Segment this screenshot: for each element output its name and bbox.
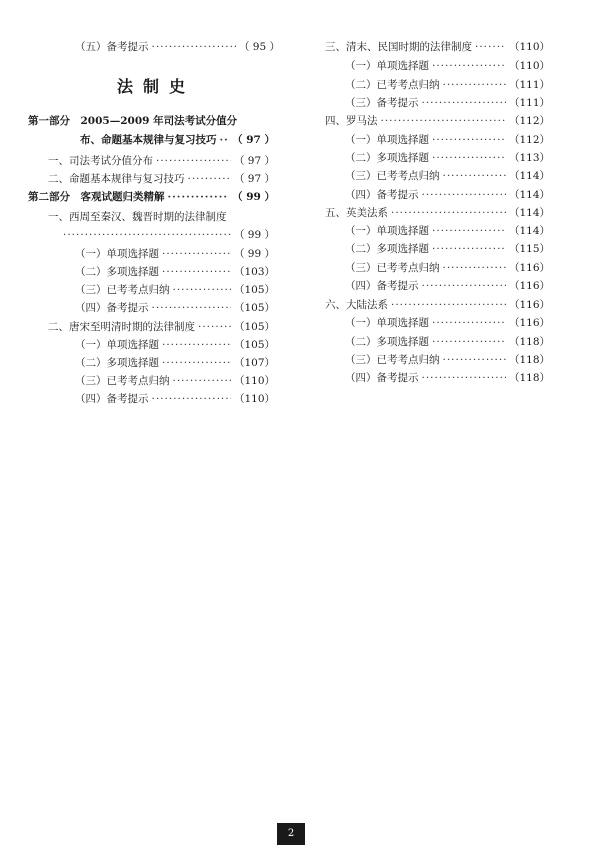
toc-entry-label: （四）备考提示: [345, 372, 419, 384]
dot-leader: [432, 132, 506, 148]
toc-entry-label: （五）备考提示: [75, 41, 149, 53]
toc-entry-label: 一、司法考试分值分布: [48, 155, 153, 167]
page-title: 法制史: [117, 77, 196, 96]
toc-entry-label: （一）单项选择题: [345, 225, 429, 237]
toc-entry-page: （105）: [233, 302, 275, 314]
toc-entry: [75, 373, 275, 389]
toc-entry: [345, 223, 550, 239]
toc-entry-label: （一）单项选择题: [345, 60, 429, 72]
toc-entry-page: （116）: [508, 317, 550, 329]
dot-leader: [432, 241, 506, 257]
toc-entry: [48, 153, 275, 169]
dot-leader: [432, 334, 506, 350]
dot-leader: [422, 95, 506, 111]
toc-entry-page: （ 95 ）: [238, 41, 280, 53]
dot-leader: [63, 227, 231, 243]
toc-entry: [345, 132, 550, 148]
dot-leader: [156, 153, 231, 169]
toc-entry-page: （116）: [508, 299, 550, 311]
page-number: 2: [277, 823, 305, 845]
toc-entry-page: （112）: [508, 134, 550, 146]
toc-entry-label: （一）单项选择题: [345, 134, 429, 146]
toc-entry-page: （110）: [233, 393, 275, 405]
toc-entry-page: （ 99 ）: [233, 248, 275, 260]
dot-leader: [432, 58, 506, 74]
toc-entry-page: （111）: [508, 97, 550, 109]
toc-entry-label: （一）单项选择题: [345, 317, 429, 329]
dot-leader: [422, 278, 506, 294]
toc-entry-label: 第一部分 2005—2009 年司法考试分值分: [28, 115, 238, 127]
dot-leader: [162, 337, 231, 353]
toc-entry: [75, 300, 275, 316]
toc-entry-page: （113）: [508, 152, 550, 164]
toc-entry-label: （四）备考提示: [75, 302, 149, 314]
toc-entry-page: （105）: [233, 339, 275, 351]
toc-entry: [28, 113, 273, 129]
toc-entry-label: （二）已考考点归纳: [345, 79, 440, 91]
toc-entry-label: （一）单项选择题: [75, 248, 159, 260]
toc-entry-page: （110）: [233, 375, 275, 387]
toc-entry: [345, 187, 550, 203]
toc-entry: [80, 132, 275, 148]
toc-entry-page: （ 99 ）: [232, 191, 275, 203]
toc-entry-label: 五、英美法系: [325, 207, 388, 219]
toc-entry-label: （四）备考提示: [345, 189, 419, 201]
toc-entry-label: 第二部分 客观试题归类精解: [28, 191, 165, 203]
toc-entry-label: （四）备考提示: [345, 280, 419, 292]
toc-entry: [345, 77, 550, 93]
toc-entry: [345, 315, 550, 331]
dot-leader: [220, 132, 230, 148]
toc-entry-page: （110）: [508, 60, 550, 72]
dot-leader: [391, 205, 506, 221]
toc-entry-page: （116）: [508, 262, 550, 274]
dot-leader: [443, 77, 506, 93]
toc-entry: [75, 391, 275, 407]
toc-entry-label: （三）已考考点归纳: [345, 262, 440, 274]
toc-entry: [75, 264, 275, 280]
toc-entry-page: （114）: [508, 225, 550, 237]
toc-entry-page: （105）: [233, 284, 275, 296]
dot-leader: [168, 189, 230, 205]
dot-leader: [432, 150, 506, 166]
toc-entry-label: 三、清末、民国时期的法律制度: [325, 41, 472, 53]
dot-leader: [422, 370, 506, 386]
toc-entry-label: （三）已考考点归纳: [345, 170, 440, 182]
toc-entry: [325, 297, 550, 313]
toc-entry: [325, 113, 550, 129]
toc-entry: [345, 95, 550, 111]
toc-entry-label: 布、命题基本规律与复习技巧: [80, 134, 217, 146]
toc-entry: [345, 370, 550, 386]
toc-entry-label: （三）已考考点归纳: [75, 375, 170, 387]
toc-entry-page: （118）: [508, 354, 550, 366]
toc-entry-label: （二）多项选择题: [75, 266, 159, 278]
toc-entry-label: 一、西周至秦汉、魏晋时期的法律制度: [48, 211, 227, 223]
toc-entry-page: （111）: [508, 79, 550, 91]
toc-entry: [325, 205, 550, 221]
dot-leader: [198, 319, 231, 335]
dot-leader: [173, 282, 231, 298]
toc-entry-page: （114）: [508, 207, 550, 219]
toc-entry: [345, 278, 550, 294]
toc-entry: [75, 39, 280, 55]
toc-entry-label: 二、命题基本规律与复习技巧: [48, 173, 185, 185]
toc-entry: [345, 334, 550, 350]
toc-entry: [345, 150, 550, 166]
dot-leader: [162, 246, 231, 262]
dot-leader: [422, 187, 506, 203]
dot-leader: [443, 352, 506, 368]
dot-leader: [381, 113, 506, 129]
toc-entry: [75, 282, 275, 298]
toc-entry: [28, 189, 275, 205]
toc-entry-label: （一）单项选择题: [75, 339, 159, 351]
toc-entry-page: （ 99 ）: [233, 229, 275, 241]
toc-entry-page: （ 97 ）: [233, 155, 275, 167]
toc-entry: [48, 209, 275, 225]
toc-entry-label: （三）已考考点归纳: [345, 354, 440, 366]
toc-entry-page: （114）: [508, 170, 550, 182]
toc-entry-label: （二）多项选择题: [345, 336, 429, 348]
dot-leader: [391, 297, 506, 313]
toc-entry: [48, 171, 275, 187]
dot-leader: [475, 39, 506, 55]
toc-entry-page: （115）: [508, 243, 550, 255]
toc-entry: [48, 319, 275, 335]
toc-entry: [60, 227, 275, 243]
toc-entry-label: （二）多项选择题: [345, 152, 429, 164]
toc-entry-page: （118）: [508, 372, 550, 384]
toc-entry-page: （ 97 ）: [232, 134, 275, 146]
dot-leader: [173, 373, 231, 389]
dot-leader: [152, 300, 231, 316]
toc-entry-page: （114）: [508, 189, 550, 201]
dot-leader: [443, 260, 506, 276]
dot-leader: [443, 168, 506, 184]
toc-entry-label: 二、唐宋至明清时期的法律制度: [48, 321, 195, 333]
toc-entry: [345, 58, 550, 74]
toc-entry-label: （四）备考提示: [75, 393, 149, 405]
toc-entry-label: （二）多项选择题: [345, 243, 429, 255]
dot-leader: [188, 171, 231, 187]
toc-entry-page: （112）: [508, 115, 550, 127]
toc-entry: [345, 352, 550, 368]
dot-leader: [162, 264, 231, 280]
toc-entry-page: （103）: [233, 266, 275, 278]
toc-entry: [345, 168, 550, 184]
dot-leader: [152, 391, 231, 407]
dot-leader: [432, 223, 506, 239]
dot-leader: [162, 355, 231, 371]
toc-entry-label: 六、大陆法系: [325, 299, 388, 311]
toc-entry-label: （三）已考考点归纳: [75, 284, 170, 296]
toc-entry: [75, 246, 275, 262]
dot-leader: [432, 315, 506, 331]
toc-entry-label: 四、罗马法: [325, 115, 378, 127]
toc-entry-page: （ 97 ）: [233, 173, 275, 185]
toc-entry: [75, 337, 275, 353]
toc-entry-page: （116）: [508, 280, 550, 292]
toc-entry: [325, 39, 550, 55]
toc-entry-label: （三）备考提示: [345, 97, 419, 109]
toc-entry-page: （107）: [233, 357, 275, 369]
dot-leader: [152, 39, 236, 55]
toc-entry: [345, 260, 550, 276]
toc-entry: [345, 241, 550, 257]
toc-entry-page: （105）: [233, 321, 275, 333]
toc-entry: [75, 355, 275, 371]
toc-entry-page: （118）: [508, 336, 550, 348]
toc-entry-page: （110）: [508, 41, 550, 53]
toc-entry-label: （二）多项选择题: [75, 357, 159, 369]
